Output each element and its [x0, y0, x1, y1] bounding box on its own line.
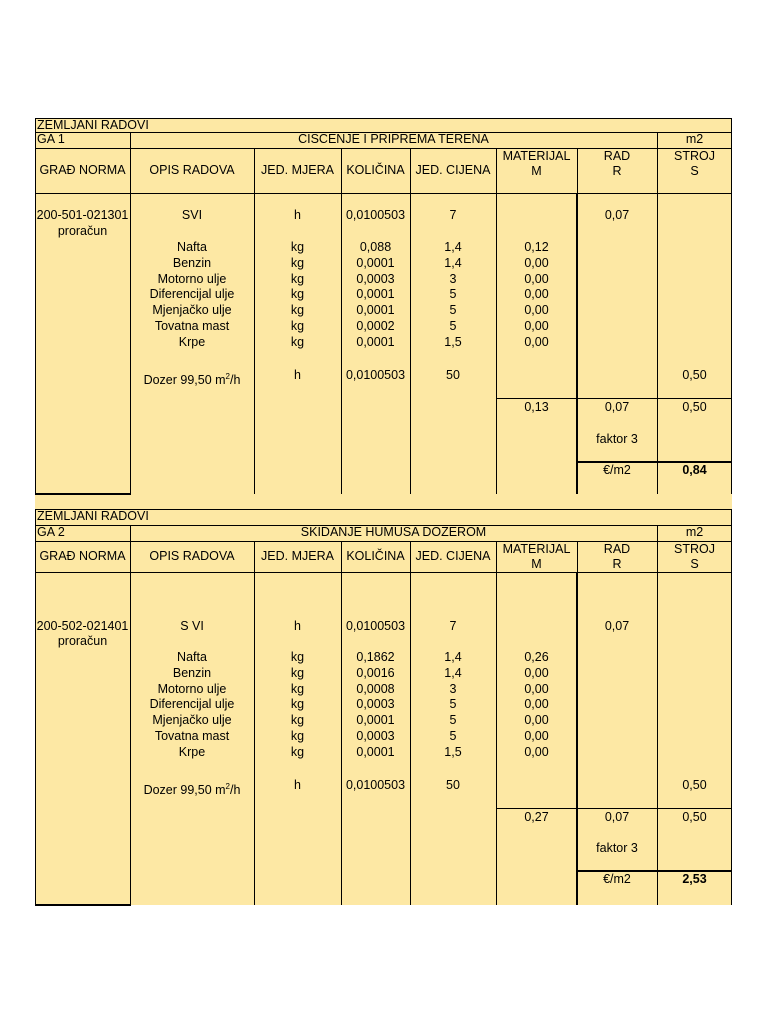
- grid-line: [35, 904, 131, 906]
- item-materijal: 0,00: [524, 319, 549, 333]
- dozer-stroj: 0,50: [682, 778, 707, 792]
- item-jm: kg: [290, 729, 305, 743]
- main-jc: 7: [449, 208, 457, 222]
- main-kol: 0,0100503: [345, 619, 406, 633]
- hdr-jed-mjera: JED. MJERA: [261, 548, 334, 563]
- unit-label: m2: [685, 525, 704, 539]
- item-kol: 0,0002: [356, 319, 395, 333]
- main-desc: S VI: [180, 619, 204, 633]
- section-title: SKIDANJE HUMUSA DOZEROM: [300, 525, 487, 539]
- section-code: GA 1: [37, 132, 65, 146]
- item-jc: 5: [449, 319, 457, 333]
- item-kol: 0,0001: [356, 713, 395, 728]
- item-desc: Krpe: [178, 334, 206, 349]
- item-jc: 5: [449, 303, 457, 318]
- hdr-materijal-code: M: [531, 164, 542, 178]
- dozer-kol: 0,0100503: [345, 368, 406, 382]
- item-kol: 0,0003: [356, 729, 395, 743]
- item-kol: 0,0001: [356, 334, 395, 349]
- item-materijal: 0,12: [524, 240, 549, 254]
- grid-line: [35, 493, 131, 495]
- item-materijal: 0,00: [524, 303, 549, 318]
- item-kol: 0,0001: [356, 287, 395, 302]
- grid-line: [35, 193, 732, 194]
- section-code: GA 2: [37, 525, 65, 539]
- item-jc: 5: [449, 729, 457, 743]
- hdr-stroj: STROJ: [674, 542, 715, 556]
- main-jm: h: [294, 619, 301, 633]
- dozer-desc: [130, 369, 254, 388]
- hdr-jed-cijena: JED. CIJENA: [415, 162, 491, 177]
- item-materijal: 0,00: [524, 713, 549, 728]
- dozer-sup: 2: [225, 782, 230, 791]
- item-materijal: 0,00: [524, 271, 549, 286]
- item-kol: 0,1862: [356, 650, 395, 664]
- item-desc: Mjenjačko ulje: [152, 713, 232, 728]
- item-desc: Tovatna mast: [154, 319, 230, 333]
- hdr-opis: OPIS RADOVA: [149, 162, 235, 177]
- unit-label: m2: [685, 132, 704, 146]
- hdr-jed-mjera: JED. MJERA: [261, 162, 334, 177]
- item-desc: Diferencijal ulje: [149, 697, 235, 712]
- item-jm: kg: [290, 303, 305, 318]
- item-jm: kg: [290, 681, 305, 696]
- hdr-kolicina: KOLIČINA: [346, 162, 405, 177]
- section-ga2: [35, 509, 732, 905]
- item-desc: Diferencijal ulje: [149, 287, 235, 302]
- hdr-rad: RAD: [603, 542, 631, 556]
- main-rad: 0,07: [604, 208, 630, 222]
- factor-label: faktor 3: [596, 432, 638, 446]
- dozer-jc: 50: [446, 368, 460, 382]
- item-desc: Mjenjačko ulje: [152, 303, 232, 318]
- item-materijal: 0,00: [524, 744, 549, 759]
- dozer-stroj: 0,50: [682, 368, 707, 382]
- item-jm: kg: [290, 287, 305, 302]
- item-materijal: 0,00: [524, 729, 549, 743]
- item-jc: 1,4: [444, 255, 462, 270]
- item-desc: Motorno ulje: [157, 271, 227, 286]
- item-jc: 5: [449, 287, 457, 302]
- section-title: CISCENJE I PRIPREMA TERENA: [298, 132, 489, 146]
- item-kol: 0,0001: [356, 255, 395, 270]
- hdr-rad-code: R: [612, 557, 622, 571]
- hdr-stroj-code: S: [690, 557, 699, 571]
- price-unit: €/m2: [603, 872, 631, 886]
- dozer-desc-text: Dozer 99,50 m: [143, 373, 226, 388]
- item-jm: kg: [290, 713, 305, 728]
- item-desc: Krpe: [178, 744, 206, 759]
- hdr-rad: RAD: [603, 149, 631, 163]
- section-ga1: [35, 118, 732, 494]
- item-jm: kg: [290, 697, 305, 712]
- item-jc: 1,5: [444, 744, 462, 759]
- hdr-stroj-code: S: [690, 164, 699, 178]
- item-materijal: 0,26: [524, 650, 549, 664]
- item-jc: 1,4: [444, 665, 462, 680]
- dozer-suffix: /h: [230, 783, 241, 798]
- item-jc: 3: [449, 271, 457, 286]
- hdr-kolicina: KOLIČINA: [346, 548, 405, 563]
- main-jm: h: [294, 208, 301, 222]
- total-materijal: 0,13: [524, 400, 549, 414]
- grid-line: [496, 398, 732, 399]
- dozer-suffix: /h: [230, 373, 241, 388]
- main-jc: 7: [449, 619, 457, 633]
- grid-line: [35, 572, 732, 573]
- item-materijal: 0,00: [524, 287, 549, 302]
- dozer-kol: 0,0100503: [345, 778, 406, 792]
- total-stroj: 0,50: [682, 810, 707, 824]
- item-materijal: 0,00: [524, 334, 549, 349]
- item-jm: kg: [290, 255, 305, 270]
- hdr-norma: GRAĐ NORMA: [39, 162, 126, 177]
- price-unit: €/m2: [603, 463, 631, 477]
- item-jm: kg: [290, 334, 305, 349]
- item-desc: Benzin: [172, 255, 212, 270]
- item-jm: kg: [290, 650, 305, 664]
- item-jm: kg: [290, 319, 305, 333]
- dozer-jc: 50: [446, 778, 460, 792]
- item-jm: kg: [290, 271, 305, 286]
- hdr-materijal: MATERIJAL: [502, 542, 571, 556]
- item-jm: kg: [290, 240, 305, 254]
- dozer-desc-text: Dozer 99,50 m: [143, 783, 226, 798]
- dozer-jm: h: [294, 368, 301, 382]
- grid-line: [657, 148, 658, 494]
- hdr-opis: OPIS RADOVA: [149, 548, 235, 563]
- item-materijal: 0,00: [524, 681, 549, 696]
- total-rad: 0,07: [604, 810, 630, 824]
- item-desc: Tovatna mast: [154, 729, 230, 743]
- item-kol: 0,0001: [356, 744, 395, 759]
- grid-line: [35, 509, 36, 905]
- grid-line: [657, 541, 658, 905]
- item-desc: Benzin: [172, 665, 212, 680]
- item-kol: 0,0001: [356, 303, 395, 318]
- factor-label: faktor 3: [596, 841, 638, 855]
- norm-code: 200-502-021401: [36, 619, 129, 633]
- dozer-desc: [130, 779, 254, 798]
- item-jc: 1,5: [444, 334, 462, 349]
- item-kol: 0,0003: [356, 697, 395, 712]
- item-jm: kg: [290, 744, 305, 759]
- item-jc: 1,4: [444, 650, 462, 664]
- hdr-materijal: MATERIJAL: [502, 149, 571, 163]
- dozer-jm: h: [294, 778, 301, 792]
- item-jm: kg: [290, 665, 305, 680]
- hdr-materijal-code: M: [531, 557, 542, 571]
- total-stroj: 0,50: [682, 400, 707, 414]
- item-kol: 0,088: [359, 240, 392, 254]
- hdr-norma: GRAĐ NORMA: [39, 548, 126, 563]
- norm-code: 200-501-021301: [36, 208, 129, 222]
- norm-note: proračun: [57, 224, 108, 238]
- item-desc: Nafta: [177, 240, 207, 254]
- main-rad: 0,07: [604, 619, 630, 633]
- item-jc: 3: [449, 681, 457, 696]
- final-price: 0,84: [682, 463, 707, 477]
- norm-note: proračun: [57, 634, 108, 648]
- item-kol: 0,0003: [356, 271, 395, 286]
- total-materijal: 0,27: [524, 810, 549, 824]
- item-jc: 5: [449, 713, 457, 728]
- item-desc: Nafta: [177, 650, 207, 664]
- item-desc: Motorno ulje: [157, 681, 227, 696]
- main-kol: 0,0100503: [345, 208, 406, 222]
- item-kol: 0,0016: [356, 665, 395, 680]
- group-label: ZEMLJANI RADOVI: [37, 509, 149, 523]
- total-rad: 0,07: [604, 400, 630, 414]
- hdr-stroj: STROJ: [674, 149, 715, 163]
- section-gap: [35, 494, 732, 509]
- item-jc: 5: [449, 697, 457, 712]
- item-materijal: 0,00: [524, 665, 549, 680]
- grid-line: [496, 808, 732, 809]
- group-label: ZEMLJANI RADOVI: [37, 118, 149, 132]
- item-materijal: 0,00: [524, 255, 549, 270]
- item-kol: 0,0008: [356, 681, 395, 696]
- final-price: 2,53: [682, 872, 707, 886]
- hdr-jed-cijena: JED. CIJENA: [415, 548, 491, 563]
- main-desc: SVI: [181, 208, 203, 222]
- dozer-sup: 2: [225, 372, 230, 381]
- item-materijal: 0,00: [524, 697, 549, 712]
- hdr-rad-code: R: [612, 164, 622, 178]
- item-jc: 1,4: [444, 240, 462, 254]
